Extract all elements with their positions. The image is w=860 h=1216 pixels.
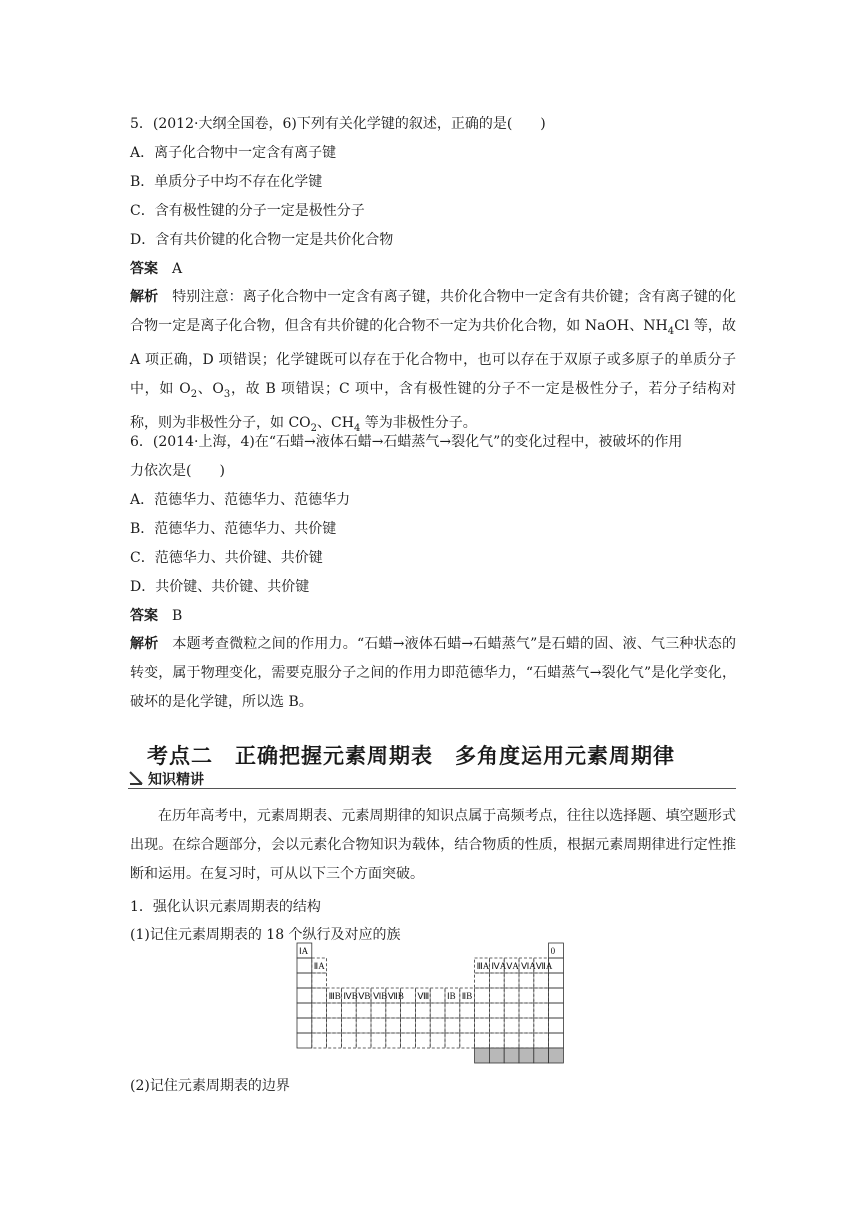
periodic-table-cell xyxy=(504,973,519,988)
periodic-table-cell xyxy=(386,1018,401,1033)
periodic-table-cell xyxy=(327,1033,342,1048)
group-label: ⅠA xyxy=(299,946,309,956)
subscript: 3 xyxy=(223,388,231,400)
q6-answer xyxy=(130,606,182,626)
periodic-table-cell xyxy=(549,973,564,988)
group-label: ⅡB xyxy=(461,991,473,1001)
periodic-table-cell xyxy=(297,988,312,1003)
periodic-table-cell xyxy=(519,988,534,1003)
periodic-table-cell xyxy=(312,973,327,988)
periodic-table-cell xyxy=(430,1018,445,1033)
analysis-text: 等为非极性分子。 xyxy=(360,414,477,431)
periodic-table-cell xyxy=(460,1018,475,1033)
periodic-table-cell xyxy=(341,1033,356,1048)
q6-option-c: C．范德华力、共价键、共价键 xyxy=(130,550,323,566)
periodic-table-cell xyxy=(460,1033,475,1048)
periodic-table-cell xyxy=(475,988,490,1003)
sub-item-1: (1)记住元素周期表的 18 个纵行及对应的族 xyxy=(130,927,401,943)
q5-option-a: A．离子化合物中一定含有离子键 xyxy=(130,145,337,161)
periodic-table-cell xyxy=(489,973,504,988)
periodic-table-cell xyxy=(312,988,327,1003)
periodic-table-cell xyxy=(445,1033,460,1048)
q5-stem: 5．(2012·大纲全国卷，6)下列有关化学键的叙述，正确的是( ) xyxy=(130,116,546,132)
group-label: 0 xyxy=(550,946,556,956)
periodic-table-cell xyxy=(415,1033,430,1048)
periodic-table-cell xyxy=(549,988,564,1003)
periodic-table-cell xyxy=(489,1048,504,1063)
periodic-table-cell xyxy=(312,1033,327,1048)
periodic-table-cell xyxy=(549,1033,564,1048)
item-1-heading: 1．强化认识元素周期表的结构 xyxy=(130,899,321,915)
q6-option-b: B．范德华力、范德华力、共价键 xyxy=(130,521,337,537)
section-tag: 知识精讲 xyxy=(148,772,204,788)
periodic-table-cell xyxy=(430,1003,445,1018)
periodic-table-cell xyxy=(489,988,504,1003)
q5-option-c: C．含有极性键的分子一定是极性分子 xyxy=(130,203,365,219)
periodic-table-cell xyxy=(341,1003,356,1018)
periodic-table-cell xyxy=(504,1033,519,1048)
periodic-table-cell xyxy=(356,1033,371,1048)
periodic-table-cell xyxy=(415,1003,430,1018)
periodic-table-cell xyxy=(504,1003,519,1018)
periodic-table-cell xyxy=(475,1018,490,1033)
periodic-table-cell xyxy=(534,1033,549,1048)
analysis-label: 解析 xyxy=(130,289,159,305)
divider xyxy=(128,788,736,789)
diagonal-arrow-icon xyxy=(128,770,144,786)
section-intro: 在历年高考中，元素周期表、元素周期律的知识点属于高频考点，往往以选择题、填空题形式出现。在综合题部分，会以元素化合物知识为载体，结合物质的性质，根据元素周期律进行定性推断和运用。在复习时，可从以下三个方面突破。 xyxy=(130,808,736,882)
analysis-text: ，故 B 项错误；C 项中，含有极性键的分子不一定是极性分子，若分子结构对称，则为非极性分子，如 CO xyxy=(130,380,736,431)
periodic-table-cell xyxy=(489,1018,504,1033)
periodic-table-cell xyxy=(401,1018,416,1033)
periodic-table-cell xyxy=(312,1018,327,1033)
periodic-table-cell xyxy=(401,1003,416,1018)
group-label: ⅦB xyxy=(387,991,404,1001)
periodic-table-cell xyxy=(504,988,519,1003)
sub-item-2: (2)记住元素周期表的边界 xyxy=(130,1078,290,1094)
group-label: ⅥB xyxy=(373,991,388,1001)
periodic-table-cell xyxy=(297,1033,312,1048)
periodic-table-cell xyxy=(386,1033,401,1048)
q6-analysis xyxy=(130,630,736,717)
group-label: ⅤB xyxy=(358,991,371,1001)
periodic-table-cell xyxy=(371,1033,386,1048)
subscript: 4 xyxy=(353,422,361,434)
q6-option-a: A．范德华力、范德华力、范德华力 xyxy=(130,492,351,508)
periodic-table-cell xyxy=(445,1018,460,1033)
periodic-table-cell xyxy=(297,1003,312,1018)
group-label: ⅥA xyxy=(521,961,536,971)
periodic-table-cell xyxy=(297,958,312,973)
periodic-table-cell xyxy=(341,1018,356,1033)
periodic-table-cell xyxy=(489,1003,504,1018)
group-label: ⅠB xyxy=(447,991,456,1001)
analysis-text: Cl 等，故 A 项正确，D 项错误；化学键既可以存在于化合物中，也可以存在于双原子或多原子的单质分子中，如 O xyxy=(130,318,736,397)
periodic-table-cell xyxy=(534,1048,549,1063)
periodic-table-cell xyxy=(386,1003,401,1018)
periodic-table-cell xyxy=(519,1033,534,1048)
periodic-table-cell xyxy=(504,1048,519,1063)
group-label: ⅦA xyxy=(535,961,553,971)
group-label: ⅢA xyxy=(476,961,490,971)
q6-stem-line2: 力依次是( ) xyxy=(130,463,225,479)
periodic-table-cell xyxy=(519,973,534,988)
periodic-table-cell xyxy=(312,1003,327,1018)
periodic-table-cell xyxy=(401,1033,416,1048)
analysis-text: 特别注意：离子化合物中一定含有离子键，共价化合物中一定含有共价键；含有离子键的化合物一定是离子化合物，但含有共价键的化合物不一定为共价化合物，如 NaOH、NH xyxy=(130,289,737,334)
group-label: ⅡA xyxy=(313,961,325,971)
periodic-table-cell xyxy=(549,1003,564,1018)
q5-analysis xyxy=(130,283,736,442)
periodic-table-cell xyxy=(460,1003,475,1018)
periodic-table-cell xyxy=(297,973,312,988)
periodic-table-cell xyxy=(534,988,549,1003)
q6-stem-line1: 6．(2014·上海，4)在“石蜡→液体石蜡→石蜡蒸气→裂化气”的变化过程中，被破坏的作用 xyxy=(130,434,683,450)
periodic-table-cell xyxy=(356,1018,371,1033)
group-label: ⅣB xyxy=(343,991,358,1001)
answer-value: A xyxy=(172,261,183,277)
group-label: ⅣA xyxy=(491,961,507,971)
group-label: Ⅷ xyxy=(417,991,430,1001)
periodic-table-cell xyxy=(549,1048,564,1063)
answer-label: 答案 xyxy=(130,608,158,624)
analysis-label: 解析 xyxy=(130,636,159,652)
q5-option-b: B．单质分子中均不存在化学键 xyxy=(130,174,323,190)
q5-option-d: D．含有共价键的化合物一定是共价化合物 xyxy=(130,232,394,248)
periodic-table-cell xyxy=(371,1003,386,1018)
analysis-text: 本题考查微粒之间的作用力。“石蜡→液体石蜡→石蜡蒸气”是石蜡的固、液、气三种状态的转变，属于物理变化，需要克服分子之间的作用力即范德华力，“石蜡蒸气→裂化气”是化学变化，破坏的是化学键，所以选 B。 xyxy=(130,636,737,710)
analysis-text: 、O xyxy=(197,380,224,397)
periodic-table-cell xyxy=(475,1033,490,1048)
periodic-table-cell xyxy=(430,988,445,1003)
periodic-table-cell xyxy=(356,1003,371,1018)
answer-value: B xyxy=(172,608,183,624)
answer-label: 答案 xyxy=(130,261,158,277)
periodic-table-group-labels xyxy=(299,946,556,1001)
periodic-table-cell xyxy=(327,1018,342,1033)
periodic-table-cell xyxy=(327,1003,342,1018)
subscript: 2 xyxy=(310,422,318,434)
periodic-table-cell xyxy=(297,1018,312,1033)
periodic-table-cell xyxy=(415,1018,430,1033)
subscript: 4 xyxy=(667,325,675,337)
periodic-table-cell xyxy=(519,1018,534,1033)
group-label: ⅤA xyxy=(506,961,519,971)
periodic-table-cell xyxy=(534,973,549,988)
periodic-table-cell xyxy=(504,1018,519,1033)
periodic-table-cell xyxy=(534,1003,549,1018)
periodic-table-cell xyxy=(475,1048,490,1063)
section-title: 考点二 正确把握元素周期表 多角度运用元素周期律 xyxy=(147,744,675,768)
periodic-table-cell xyxy=(549,1018,564,1033)
group-label: ⅢB xyxy=(328,991,341,1001)
periodic-table-cell xyxy=(534,1018,549,1033)
periodic-table-cell xyxy=(445,1003,460,1018)
periodic-table-cell xyxy=(475,973,490,988)
q6-option-d: D．共价键、共价键、共价键 xyxy=(130,579,310,595)
periodic-table-cell xyxy=(519,1048,534,1063)
periodic-table-diagram xyxy=(296,942,566,1064)
periodic-table-cell xyxy=(430,1033,445,1048)
periodic-table-cell xyxy=(519,1003,534,1018)
periodic-table-cell xyxy=(371,1018,386,1033)
q5-answer xyxy=(130,259,182,279)
subscript: 2 xyxy=(190,388,198,400)
section-tag-bar xyxy=(128,768,736,790)
analysis-text: 、CH xyxy=(317,414,354,431)
periodic-table-cell xyxy=(475,1003,490,1018)
periodic-table-cell xyxy=(489,1033,504,1048)
